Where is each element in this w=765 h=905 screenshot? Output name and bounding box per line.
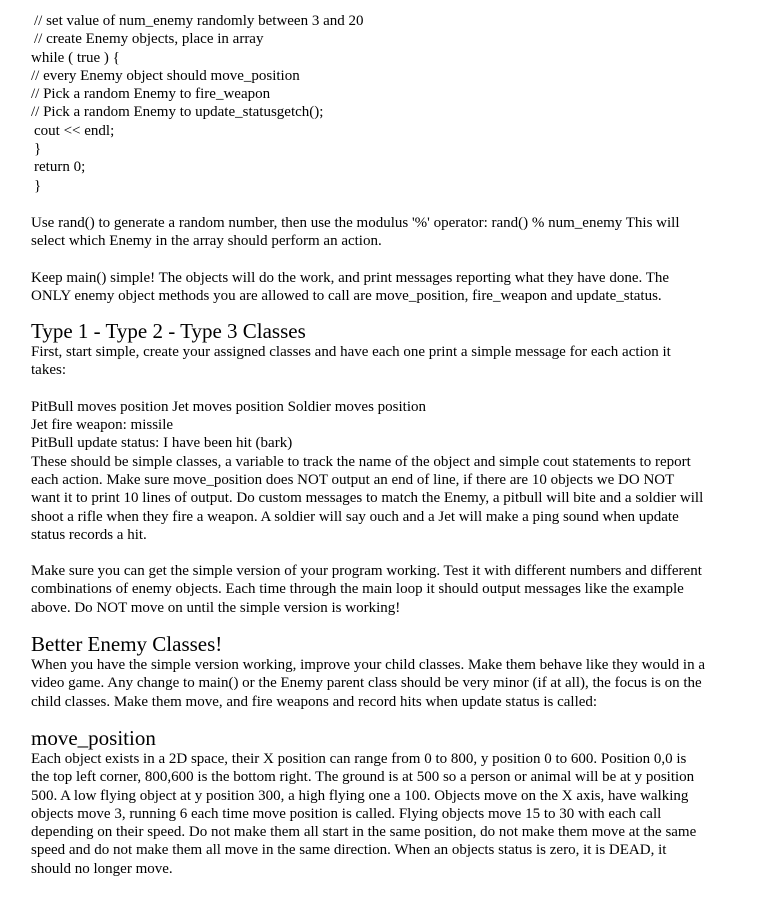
code-line: // create Enemy objects, place in array — [34, 31, 264, 48]
section-heading-move-position: move_position — [31, 725, 156, 750]
code-block — [31, 12, 756, 195]
document-page — [31, 12, 756, 878]
section-heading-types: Type 1 - Type 2 - Type 3 Classes — [31, 319, 306, 344]
code-line: // set value of num_enemy randomly between 3 and 20 — [34, 13, 364, 29]
code-line: // Pick a random Enemy to fire_weapon — [31, 86, 271, 103]
example-output-line: Jet fire weapon: missile — [31, 417, 174, 434]
move-position-paragraph: Each object exists in a 2D space, their X position can range from 0 to 800, y position 0 to 600. Position 0,0 is the top left corner, 800,600 is the bottom right. The ground is at 500 so a person or animal will be at y position 500. A low flying object at y position 300, a high flying one a 100. Objects move on the X axis, have walking objects move 3, running 6 each time move position is called. Flying objects move 15 to 30 with each call depending on their speed. Do not make them all start in the same position, do not make them move at the same speed and do not make them all move in the same direction. When an objects status is zero, it is DEAD, it should no longer move. — [31, 750, 697, 877]
simple-classes-paragraph: These should be simple classes, a variable to track the name of the object and simple cout statements to report each action. Make sure move_position does NOT output an end of line, if there are 10 objects we DO NOT want it to print 10 lines of output. Do custom messages to match the Enemy, a pitbull will bite and a soldier will shoot a rifle when they fire a weapon. A soldier will say ouch and a Jet will make a ping sound when update status records a hit. — [31, 453, 704, 543]
code-line: cout << endl; — [34, 122, 115, 139]
example-output-line: PitBull moves position Jet moves position Soldier moves position — [31, 398, 427, 415]
section-heading-better-enemy: Better Enemy Classes! — [31, 632, 223, 657]
rand-paragraph: Use rand() to generate a random number, then use the modulus '%' operator: rand() % num_enemy This will select which Enemy in the array should perform an action. — [31, 214, 680, 250]
example-output — [31, 398, 756, 453]
simple-version-working-paragraph: Make sure you can get the simple version of your program working. Test it with different numbers and different combinations of enemy objects. Each time through the main loop it should output messages like the example above. Do NOT move on until the simple version is working! — [31, 563, 702, 616]
code-line: // every Enemy object should move_position — [31, 67, 300, 84]
better-enemy-paragraph: When you have the simple version working, improve your child classes. Make them behave like they would in a video game. Any change to main() or the Enemy parent class should be very minor (if at all), the focus is on the child classes. Make them move, and fire weapons and record hits when update status is called: — [31, 657, 705, 710]
code-line: } — [34, 141, 42, 158]
code-line: while ( true ) { — [31, 49, 120, 66]
code-line: return 0; — [34, 159, 86, 176]
keep-main-simple-paragraph: Keep main() simple! The objects will do the work, and print messages reporting what they have done. The ONLY enemy object methods you are allowed to call are move_position, fire_weapon and update_status. — [31, 269, 670, 304]
example-output-line: PitBull update status: I have been hit (bark) — [31, 435, 293, 452]
code-line: } — [34, 177, 42, 194]
first-start-simple-paragraph: First, start simple, create your assigned classes and have each one print a simple message for each action it takes: — [31, 344, 671, 379]
code-line: // Pick a random Enemy to update_statusgetch(); — [31, 104, 324, 121]
